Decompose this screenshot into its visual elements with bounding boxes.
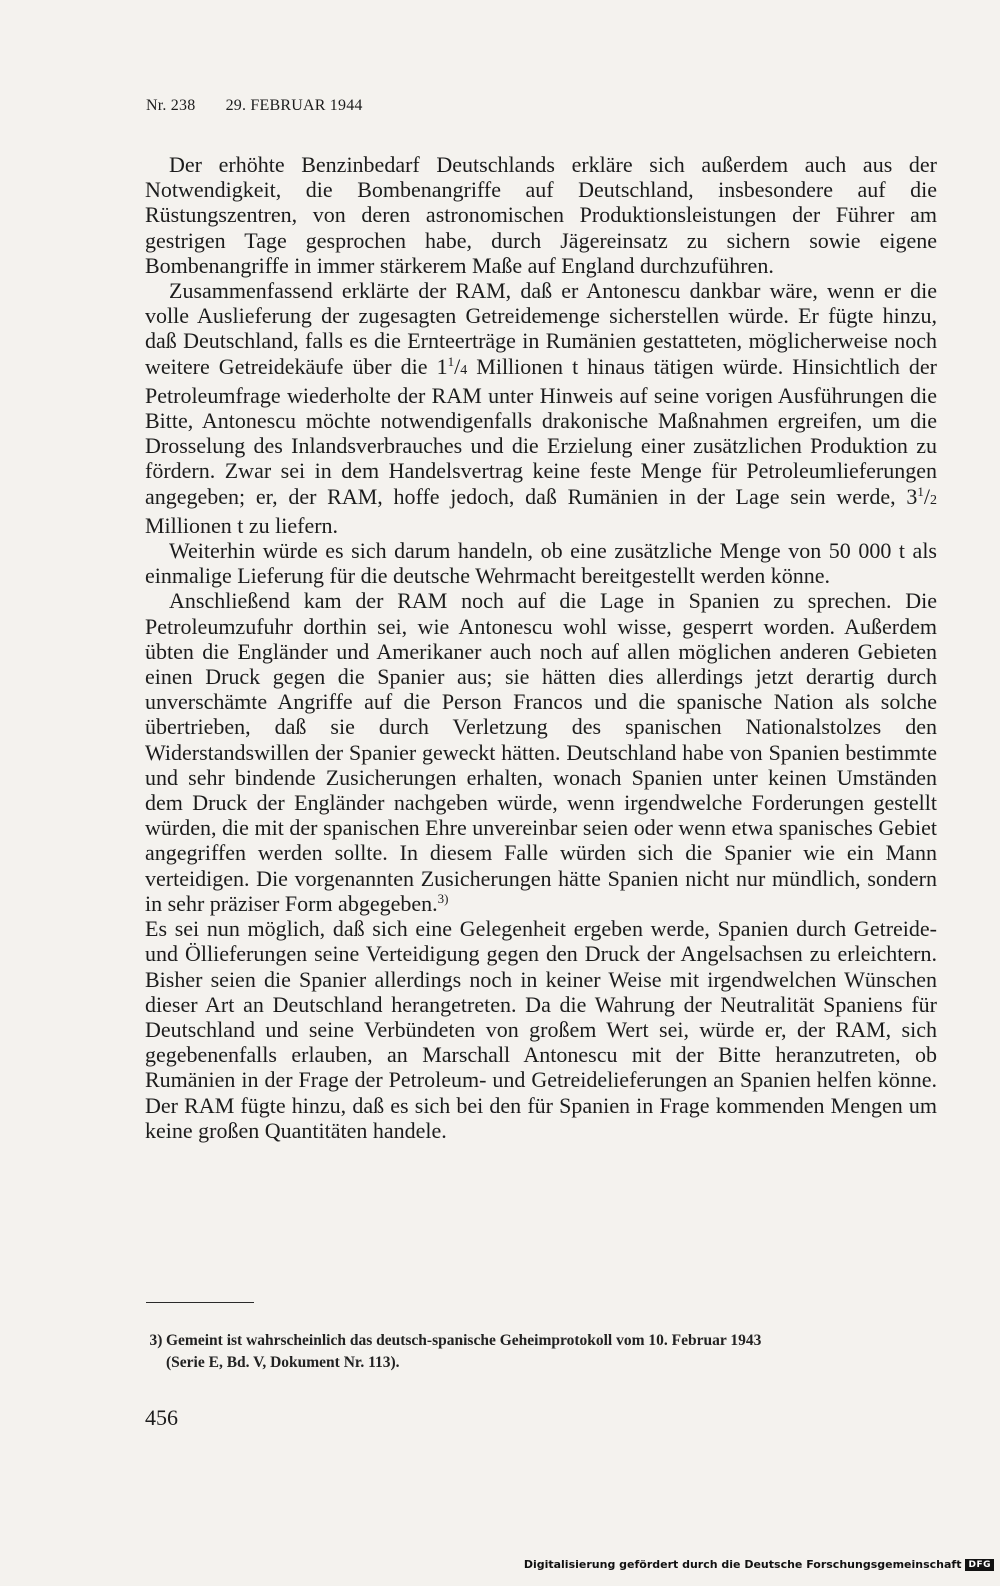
paragraph-5: Es sei nun möglich, daß sich eine Gelegenheit ergeben werde, Spanien durch Getreide- und Öllieferungen seine Verteidigung gegen den Druck der Angelsachsen zu erleichtern. Bisher seien die Spanier allerdings noch in keiner Weise mit irgendwelchen Wünschen dieser Art an Deutschland herangetreten. Da die Wahrung der Neutralität Spaniens für Deutschland und seine Verbündeten von großem Wert sei, würde er, der RAM, sich gegebenenfalls erlauben, an Marschall Antonescu mit der Bitte heranzutreten, ob Rumänien in der Frage der Petroleum- und Getreidelieferungen an Spanien helfen könne. Der RAM fügte hinzu, daß es sich bei den für Spanien in Frage kommenden Mengen um keine großen Quantitäten handele. bbox=[145, 916, 937, 1143]
document-date: 29. FEBRUAR 1944 bbox=[225, 97, 363, 114]
footnote-divider bbox=[146, 1302, 254, 1303]
fraction-numerator: 1 bbox=[447, 353, 455, 369]
footnote-text-1: Gemeint ist wahrscheinlich das deutsch-spanische Geheimprotokoll vom 10. Februar 1943 bbox=[166, 1332, 762, 1349]
footnote bbox=[146, 1330, 936, 1374]
paragraph-3: Weiterhin würde es sich darum handeln, ob eine zusätzliche Menge von 50 000 t als einmalige Lieferung für die deutsche Wehrmacht bereitgestellt werden könne. bbox=[145, 538, 937, 589]
fraction-numerator: 1 bbox=[917, 483, 924, 499]
document-number: Nr. 238 bbox=[146, 97, 196, 114]
credit-text: Digitalisierung gefördert durch die Deutsche Forschungsgemeinschaft bbox=[523, 1558, 962, 1571]
page-number: 456 bbox=[145, 1405, 178, 1430]
paragraph-2: Zusammenfassend erklärte der RAM, daß er Antonescu dankbar wäre, wenn er die volle Auslieferung der zugesagten Getreidemenge sicherstellen würde. Er fügte hinzu, daß Deutschland, falls es die Ernteerträge in Rumänien gestatteten, möglicherweise noch weitere Getreidekäufe über die $1^1/4$ Millionen t hinaus tätigen würde. Hinsichtlich der Petroleumfrage wiederholte der RAM unter Hinweis auf seine vorigen Ausführungen die Bitte, Antonescu möchte notwendigenfalls drakonische Maßnahmen ergreifen, um die Drosselung des Inlandsverbrauches und die Erzielung einer zusätzlichen Produktion zu fördern. Zwar sei in dem Handelsvertrag keine feste Menge für Petroleumlieferungen angegeben; er, der RAM, hoffe jedoch, daß Rumänien in der Lage sein werde, $3^1/2$ Millionen t zu liefern. bbox=[145, 278, 937, 538]
running-header bbox=[146, 97, 363, 115]
paragraph-4 bbox=[145, 588, 937, 916]
footnote-reference[interactable]: 3) bbox=[437, 890, 449, 906]
footnote-line-1 bbox=[146, 1330, 936, 1352]
dfg-logo-icon: DFG bbox=[965, 1559, 994, 1571]
footnote-mark: 3) bbox=[149, 1332, 163, 1349]
paragraph-4-text: Anschließend kam der RAM noch auf die Lage in Spanien zu sprechen. Die Petroleumzufuhr dorthin sei, wie Antonescu wohl wisse, gesperrt worden. Außerdem übten die Engländer und Amerikaner auch noch auf allen möglichen anderen Gebieten einen Druck gegen die Spanier aus; sie hätten dies allerdings jetzt derartig durch unverschämte Angriffe auf die Person Francos und die spanische Nation als solche übertrieben, daß sie durch Verletzung des spanischen Nationalstolzes den Widerstandswillen der Spanier geweckt hätten. Deutschland habe von Spanien bestimmte und sehr bindende Zusicherungen erhalten, wonach Spanien unter keinen Umständen dem Druck der Engländer nachgeben würde, wenn irgendwelche Forderungen gestellt würden, die mit der spanischen Ehre unvereinbar seien oder wenn etwa spanisches Gebiet angegriffen werden sollte. In diesem Falle würden sich die Spanier wie ein Mann verteidigen. Die vorgenannten Zusicherungen hätte Spanien nicht nur mündlich, sondern in sehr präziser Form abgegeben. bbox=[145, 588, 937, 916]
fraction-denominator: 4 bbox=[460, 362, 468, 378]
paragraph-1: Der erhöhte Benzinbedarf Deutschlands erkläre sich außerdem auch aus der Notwendigkeit, die Bombenangriffe auf Deutschland, insbesondere auf die Rüstungszentren, von deren astronomischen Produktionsleistungen der Führer am gestrigen Tage gesprochen habe, durch Jägereinsatz zu sichern sowie eigene Bombenangriffe in immer stärkerem Maße auf England durchzuführen. bbox=[145, 152, 937, 278]
footnote-line-2: (Serie E, Bd. V, Dokument Nr. 113). bbox=[166, 1354, 400, 1371]
paragraph-2-part-2: Millionen t hinaus tätigen würde. Hinsichtlich der Petroleumfrage wiederholte der RAM unter Hinweis auf seine vorigen Ausführungen die Bitte, Antonescu möchte notwendigenfalls drakonische Maßnahmen ergreifen, um die Drosselung des Inlandsverbrauches und die Erzielung einer zusätzlichen Produktion zu fördern. Zwar sei in dem Handelsvertrag keine feste Menge für Petroleumlieferungen angegeben; er, der RAM, hoffe jedoch, daß Rumänien in der Lage sein werde, 3 bbox=[145, 353, 937, 509]
paragraph-2-part-1: Zusammenfassend erklärte der RAM, daß er Antonescu dankbar wäre, wenn er die volle Auslieferung der zugesagten Getreidemenge sicherstellen würde. Er fügte hinzu, daß Deutschland, falls es die Ernteerträge in Rumänien gestatteten, möglicherweise noch weitere Getreidekäufe über die 1 bbox=[145, 278, 937, 379]
digitization-credit bbox=[524, 1558, 994, 1571]
paragraph-2-part-3: Millionen t zu liefern. bbox=[145, 512, 339, 538]
body-text bbox=[145, 152, 937, 1143]
fraction-denominator: 2 bbox=[930, 492, 937, 508]
